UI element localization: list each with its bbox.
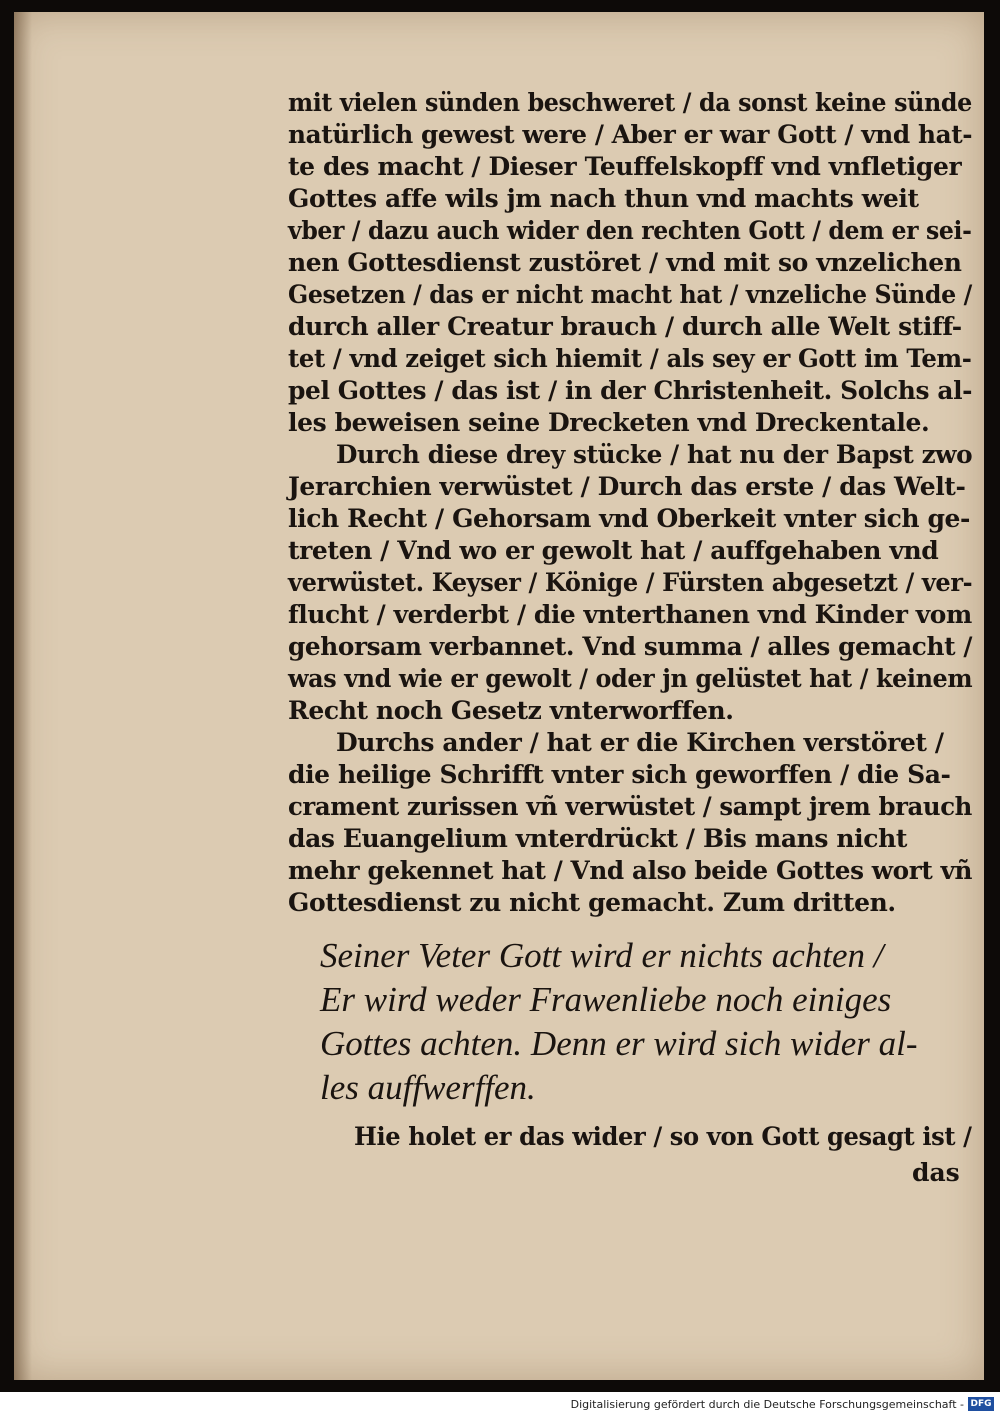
dfg-logo-icon: DFG [968,1397,994,1411]
text-line: gehorsam verbannet. Vnd summa / alles gemacht / [288,632,972,661]
text-line: te des macht / Dieser Teuffelskopff vnd vnfletiger [288,152,962,181]
digitization-footer [0,1392,1000,1419]
text-line: Gottesdienst zu nicht gemacht. Zum dritten. [288,888,896,917]
page-gutter-shadow [14,12,32,1380]
text-line: nen Gottesdienst zustöret / vnd mit so vnzelichen [288,248,962,277]
quote-line: Gottes achten. Denn er wird sich wider al- [320,1024,918,1063]
text-line: was vnd wie er gewolt / oder jn gelüstet hat / keinem [288,664,973,693]
text-line: flucht / verderbt / die vnterthanen vnd Kinder vom [288,600,972,629]
text-line: les beweisen seine Drecketen vnd Dreckentale. [288,408,930,437]
quote-line: les auffwerffen. [320,1068,536,1107]
text-line: verwüstet. Keyser / Könige / Fürsten abgesetzt / ver- [288,568,973,597]
text-line: treten / Vnd wo er gewolt hat / auffgehaben vnd [288,536,939,565]
text-line: tet / vnd zeiget sich hiemit / als sey er Gott im Tem- [288,344,972,373]
text-line: mit vielen sünden beschweret / da sonst keine sünde [288,88,972,117]
text-line: Gesetzen / das er nicht macht hat / vnzeliche Sünde / [288,280,972,309]
paragraph-start-line: Durch diese drey stücke / hat nu der Bapst zwo [336,440,973,469]
text-line: Gottes affe wils jm nach thun vnd machts weit [288,184,919,213]
text-line: lich Recht / Gehorsam vnd Oberkeit vnter sich ge- [288,504,971,533]
text-line: Recht noch Gesetz vnterworffen. [288,696,734,725]
quote-line: Seiner Veter Gott wird er nichts achten / [320,936,884,975]
text-line: Jerarchien verwüstet / Durch das erste / das Welt- [288,472,966,501]
footer-credit: Digitalisierung gefördert durch die Deutsche Forschungsgemeinschaft - [570,1398,964,1411]
text-line: pel Gottes / das ist / in der Christenheit. Solchs al- [288,376,973,405]
text-line: die heilige Schrifft vnter sich geworffen / die Sa- [288,760,951,789]
text-line: natürlich gewest were / Aber er war Gott / vnd hat- [288,120,973,149]
paragraph-start-line: Durchs ander / hat er die Kirchen verstöret / [336,728,944,757]
text-line: crament zurissen vñ verwüstet / sampt jrem brauch [288,792,972,821]
book-page [14,12,984,1380]
catchword: das [912,1158,960,1187]
text-line: mehr gekennet hat / Vnd also beide Gottes wort vñ [288,856,973,885]
quote-line: Er wird weder Frawenliebe noch einiges [320,980,892,1019]
text-line: durch aller Creatur brauch / durch alle Welt stiff- [288,312,962,341]
text-line: vber / dazu auch wider den rechten Gott / dem er sei- [288,216,972,245]
text-line: das Euangelium vnterdrückt / Bis mans nicht [288,824,907,853]
continuation-line: Hie holet er das wider / so von Gott gesagt ist / [354,1122,972,1151]
